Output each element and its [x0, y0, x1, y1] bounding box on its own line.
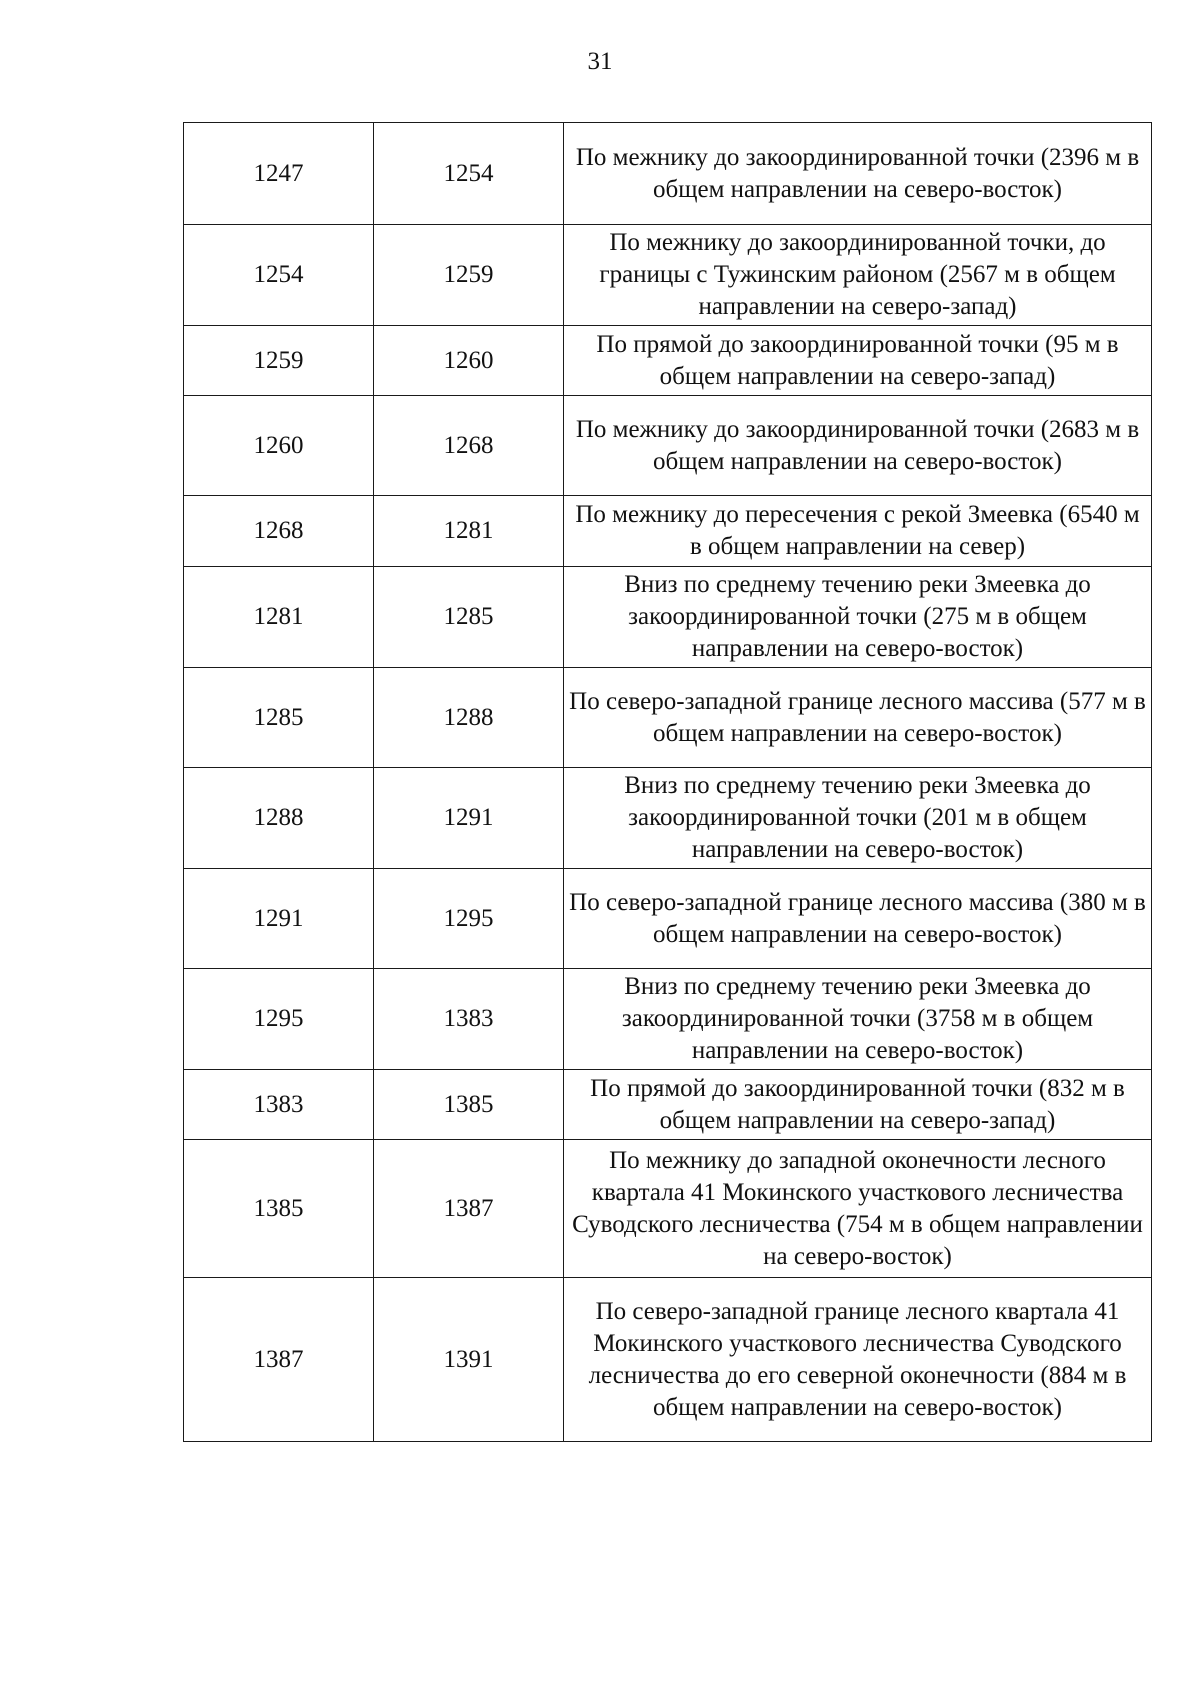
- description-cell: По межнику до пересечения с рекой Змеевка (6540 м в общем направлении на север): [564, 496, 1152, 567]
- description-cell: Вниз по среднему течению реки Змеевка до закоординированной точки (201 м в общем направлении на северо-восток): [564, 768, 1152, 869]
- table-row: [184, 326, 1152, 396]
- table-row: [184, 869, 1152, 969]
- table-row: [184, 969, 1152, 1070]
- to-point-cell: 1295: [374, 869, 564, 969]
- from-point-cell: 1254: [184, 225, 374, 326]
- from-point-cell: 1268: [184, 496, 374, 567]
- to-point-cell: 1285: [374, 567, 564, 668]
- from-point-cell: 1259: [184, 326, 374, 396]
- page-number: 31: [587, 48, 613, 75]
- description-cell: По северо-западной границе лесного квартала 41 Мокинского участкового лесничества Суводского лесничества до его северной оконечности (884 м в общем направлении на северо-восток): [564, 1278, 1152, 1442]
- table-row: [184, 396, 1152, 496]
- description-cell: По северо-западной границе лесного массива (577 м в общем направлении на северо-восток): [564, 668, 1152, 768]
- from-point-cell: 1281: [184, 567, 374, 668]
- from-point-cell: 1285: [184, 668, 374, 768]
- table-row: [184, 123, 1152, 225]
- table-row: [184, 768, 1152, 869]
- to-point-cell: 1288: [374, 668, 564, 768]
- description-cell: По прямой до закоординированной точки (832 м в общем направлении на северо-запад): [564, 1070, 1152, 1140]
- table-row: [184, 1140, 1152, 1278]
- to-point-cell: 1281: [374, 496, 564, 567]
- to-point-cell: 1260: [374, 326, 564, 396]
- from-point-cell: 1387: [184, 1278, 374, 1442]
- to-point-cell: 1268: [374, 396, 564, 496]
- table-row: [184, 225, 1152, 326]
- from-point-cell: 1291: [184, 869, 374, 969]
- description-cell: Вниз по среднему течению реки Змеевка до закоординированной точки (3758 м в общем направлении на северо-восток): [564, 969, 1152, 1070]
- from-point-cell: 1383: [184, 1070, 374, 1140]
- table-row: [184, 668, 1152, 768]
- to-point-cell: 1254: [374, 123, 564, 225]
- from-point-cell: 1247: [184, 123, 374, 225]
- description-cell: По межнику до закоординированной точки (2396 м в общем направлении на северо-восток): [564, 123, 1152, 225]
- to-point-cell: 1391: [374, 1278, 564, 1442]
- table-row: [184, 567, 1152, 668]
- to-point-cell: 1259: [374, 225, 564, 326]
- to-point-cell: 1383: [374, 969, 564, 1070]
- from-point-cell: 1295: [184, 969, 374, 1070]
- description-cell: Вниз по среднему течению реки Змеевка до закоординированной точки (275 м в общем направлении на северо-восток): [564, 567, 1152, 668]
- to-point-cell: 1291: [374, 768, 564, 869]
- from-point-cell: 1288: [184, 768, 374, 869]
- table-row: [184, 1070, 1152, 1140]
- from-point-cell: 1385: [184, 1140, 374, 1278]
- to-point-cell: 1385: [374, 1070, 564, 1140]
- to-point-cell: 1387: [374, 1140, 564, 1278]
- table-row: [184, 496, 1152, 567]
- boundary-table: [183, 122, 1152, 1442]
- description-cell: По межнику до закоординированной точки (2683 м в общем направлении на северо-восток): [564, 396, 1152, 496]
- description-cell: По северо-западной границе лесного массива (380 м в общем направлении на северо-восток): [564, 869, 1152, 969]
- description-cell: По межнику до западной оконечности лесного квартала 41 Мокинского участкового лесничества Суводского лесничества (754 м в общем направлении на северо-восток): [564, 1140, 1152, 1278]
- description-cell: По прямой до закоординированной точки (95 м в общем направлении на северо-запад): [564, 326, 1152, 396]
- from-point-cell: 1260: [184, 396, 374, 496]
- description-cell: По межнику до закоординированной точки, до границы с Тужинским районом (2567 м в общем направлении на северо-запад): [564, 225, 1152, 326]
- table-row: [184, 1278, 1152, 1442]
